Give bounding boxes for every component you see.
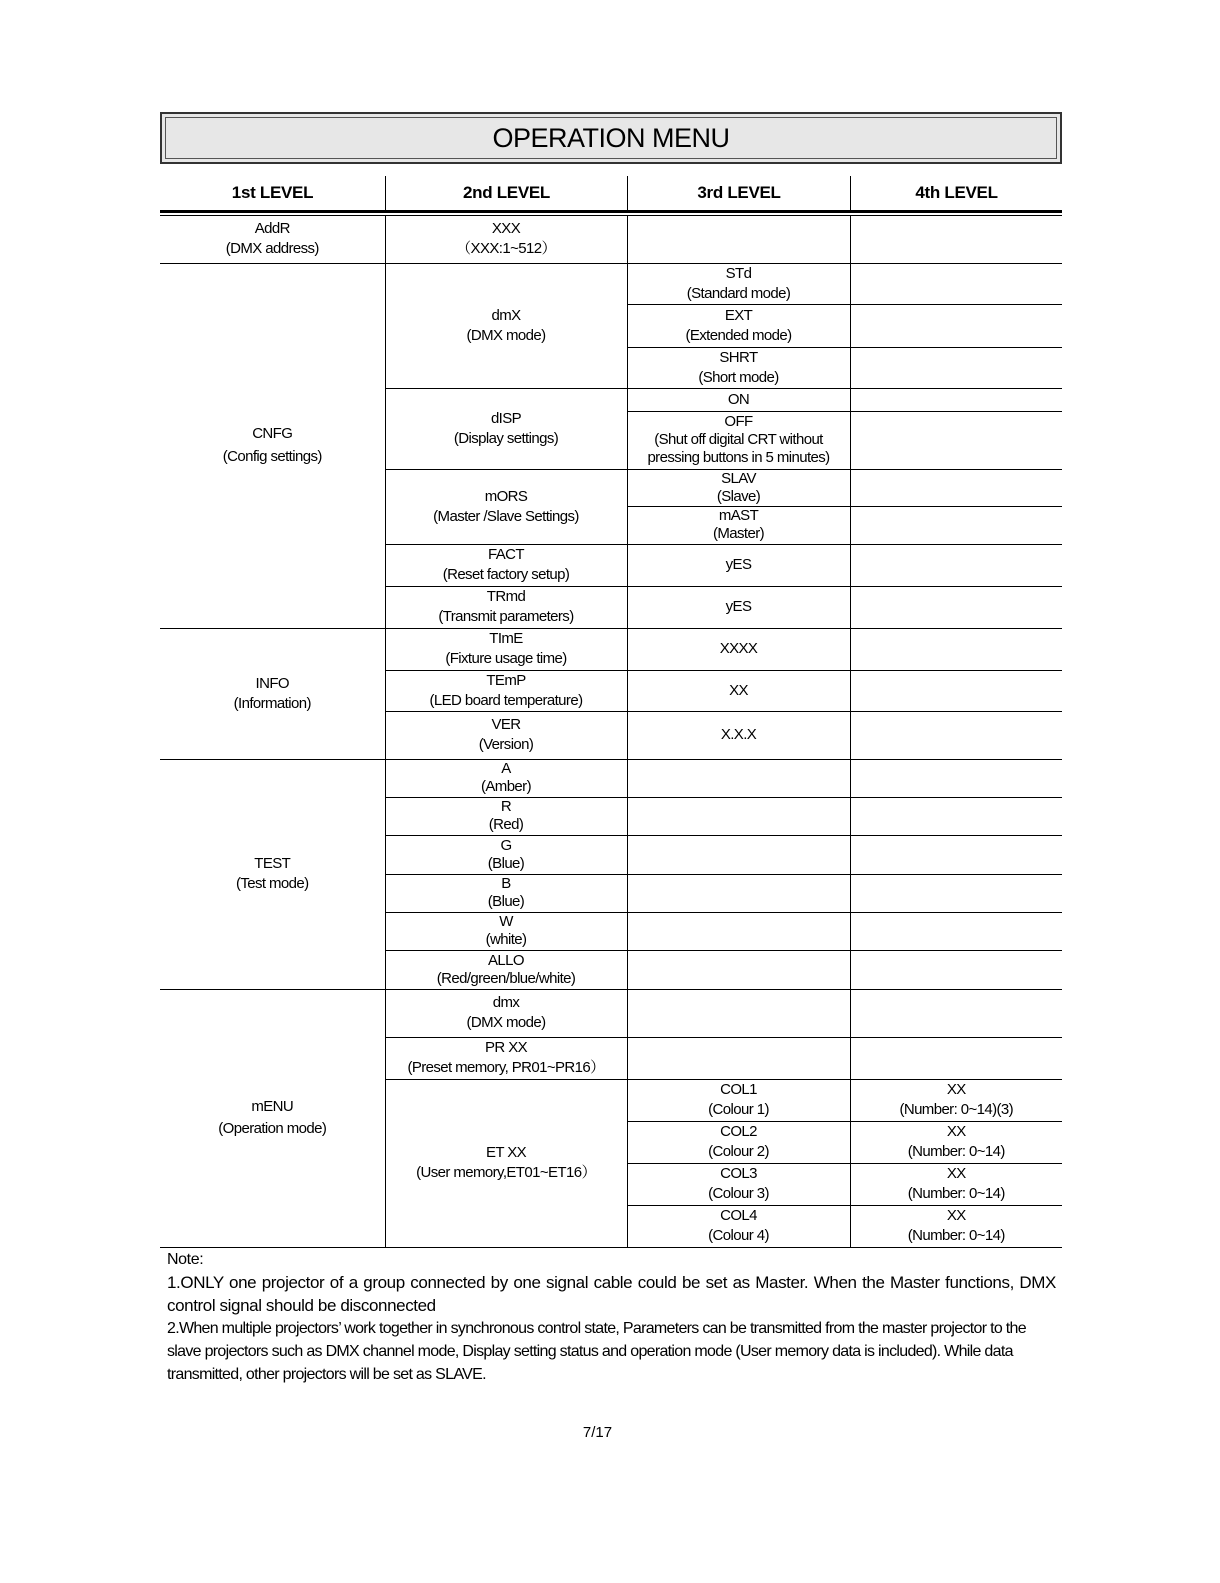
level4-cell xyxy=(850,950,1062,989)
level3-cell xyxy=(627,950,850,989)
header-level-2: 2nd LEVEL xyxy=(462,183,551,202)
level4-cell xyxy=(850,586,1062,628)
header-divider xyxy=(385,176,386,212)
level3-cell: XXXX xyxy=(627,628,850,670)
level2-cell: dmx (DMX mode) xyxy=(385,989,627,1037)
level3-cell xyxy=(627,216,850,263)
level3-cell: SHRT (Short mode) xyxy=(627,347,850,388)
header-level-4: 4th LEVEL xyxy=(915,183,998,202)
level1-cell-info: INFO (Information) xyxy=(160,628,385,759)
page-title: OPERATION MENU xyxy=(165,117,1057,159)
level1-cell-cnfg: CNFG (Config settings) xyxy=(160,263,385,628)
level2-cell: FACT (Reset factory setup) xyxy=(385,544,627,586)
operation-menu-table xyxy=(160,216,1062,1248)
notes-heading: Note: xyxy=(167,1251,204,1268)
level2-cell: B (Blue) xyxy=(385,874,627,912)
level3-cell xyxy=(627,759,850,797)
note-item-1: 1.ONLY one projector of a group connected by one signal cable could be set as Master. When the Master functions, DMX control signal should be disconnected xyxy=(167,1273,1056,1315)
header-level-3: 3rd LEVEL xyxy=(697,183,781,202)
level2-cell: VER (Version) xyxy=(385,711,627,759)
header-divider xyxy=(627,176,628,212)
level4-cell xyxy=(850,989,1062,1037)
level4-cell: XX (Number: 0~14) xyxy=(850,1163,1062,1205)
level3-cell xyxy=(627,1037,850,1079)
level4-cell xyxy=(850,544,1062,586)
level4-cell xyxy=(850,670,1062,711)
level3-cell: EXT (Extended mode) xyxy=(627,304,850,347)
level4-cell xyxy=(850,469,1062,506)
level3-cell: mAST (Master) xyxy=(627,506,850,544)
level3-cell: COL2 (Colour 2) xyxy=(627,1121,850,1163)
level3-cell xyxy=(627,874,850,912)
level4-cell xyxy=(850,411,1062,469)
level3-cell: OFF (Shut off digital CRT without pressing buttons in 5 minutes) xyxy=(627,411,850,469)
level4-cell xyxy=(850,263,1062,304)
table-row xyxy=(160,216,1062,263)
level3-cell xyxy=(627,989,850,1037)
level3-cell: yES xyxy=(627,544,850,586)
level1-cell-addr: AddR (DMX address) xyxy=(160,216,385,263)
notes-section xyxy=(167,1248,1056,1386)
level2-cell: W (white) xyxy=(385,912,627,950)
table-row xyxy=(160,759,1062,797)
level3-cell: COL3 (Colour 3) xyxy=(627,1163,850,1205)
level4-cell xyxy=(850,347,1062,388)
table-row xyxy=(160,263,1062,304)
level4-cell xyxy=(850,797,1062,835)
level4-cell xyxy=(850,628,1062,670)
level4-cell xyxy=(850,216,1062,263)
level3-cell: XX xyxy=(627,670,850,711)
level4-cell: XX (Number: 0~14)(3) xyxy=(850,1079,1062,1121)
level4-cell xyxy=(850,874,1062,912)
title-box xyxy=(160,112,1062,164)
level2-cell: TImE (Fixture usage time) xyxy=(385,628,627,670)
level4-cell xyxy=(850,1037,1062,1079)
level2-cell: G (Blue) xyxy=(385,835,627,874)
level3-cell xyxy=(627,835,850,874)
level4-cell xyxy=(850,711,1062,759)
header-divider xyxy=(850,176,851,212)
table-row xyxy=(160,989,1062,1037)
level3-cell: ON xyxy=(627,388,850,411)
level2-cell: A (Amber) xyxy=(385,759,627,797)
level3-cell xyxy=(627,797,850,835)
level3-cell: COL4 (Colour 4) xyxy=(627,1205,850,1247)
level2-cell: ALLO (Red/green/blue/white) xyxy=(385,950,627,989)
level3-cell: yES xyxy=(627,586,850,628)
table-row xyxy=(160,628,1062,670)
level4-cell xyxy=(850,835,1062,874)
level2-cell: R (Red) xyxy=(385,797,627,835)
level1-cell-menu: mENU (Operation mode) xyxy=(160,989,385,1247)
level4-cell xyxy=(850,304,1062,347)
note-item-2: 2.When multiple projectors’ work together in synchronous control state, Parameters can be transmitted from the master projector to the slave projectors such as DMX channel mode, Display setting status and operation mode (User memory data is included). While data transmitted, other projectors will be set as SLAVE. xyxy=(167,1320,1026,1383)
header-level-1: 1st LEVEL xyxy=(231,183,314,202)
level2-cell: TRmd (Transmit parameters) xyxy=(385,586,627,628)
level4-cell xyxy=(850,759,1062,797)
level4-cell xyxy=(850,912,1062,950)
level2-cell: TEmP (LED board temperature) xyxy=(385,670,627,711)
level4-cell: XX (Number: 0~14) xyxy=(850,1205,1062,1247)
level4-cell xyxy=(850,388,1062,411)
level3-cell: COL1 (Colour 1) xyxy=(627,1079,850,1121)
level3-cell: X.X.X xyxy=(627,711,850,759)
level2-cell: XXX （XXX:1~512） xyxy=(385,216,627,263)
level3-cell: SLAV (Slave) xyxy=(627,469,850,506)
level4-cell xyxy=(850,506,1062,544)
page-number: 7/17 xyxy=(582,1424,613,1441)
level3-cell: STd (Standard mode) xyxy=(627,263,850,304)
level1-cell-test: TEST (Test mode) xyxy=(160,759,385,989)
level3-cell xyxy=(627,912,850,950)
level2-cell: PR XX (Preset memory, PR01~PR16） xyxy=(385,1037,627,1079)
level4-cell: XX (Number: 0~14) xyxy=(850,1121,1062,1163)
header-rule xyxy=(160,210,1062,213)
level2-cell: dISP (Display settings) xyxy=(385,388,627,469)
level2-cell: ET XX (User memory,ET01~ET16） xyxy=(385,1079,627,1247)
level2-cell: dmX (DMX mode) xyxy=(385,263,627,388)
level2-cell: mORS (Master /Slave Settings) xyxy=(385,469,627,544)
